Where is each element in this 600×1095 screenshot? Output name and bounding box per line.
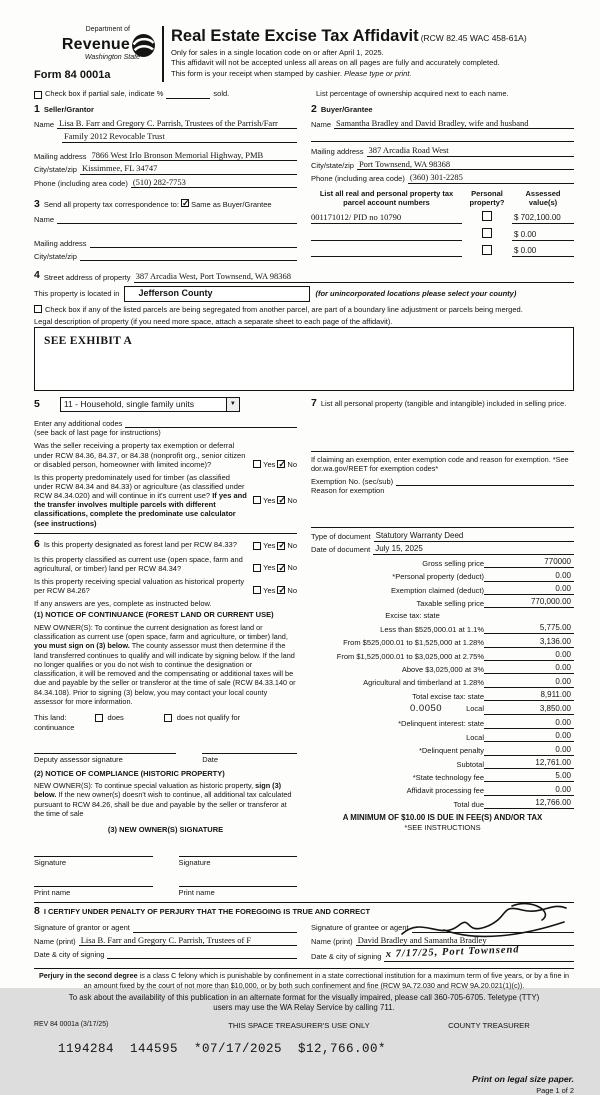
buyer-mailing-label: Mailing address <box>311 147 364 157</box>
q2-yes-checkbox[interactable] <box>253 496 261 504</box>
additional-codes-note: (see back of last page for instructions) <box>34 428 161 438</box>
tier1-label: Less than $525,000.01 at 1.1% <box>380 624 484 634</box>
corr-csz-label: City/state/zip <box>34 252 77 262</box>
certify-heading: 8 I CERTIFY UNDER PENALTY OF PERJURY THAT THE FOREGOING IS TRUE AND CORRECT <box>34 905 371 918</box>
seller-name-field[interactable]: Lisa B. Farr and Gregory C. Parrish, Trustees of the Parrish/Farr <box>57 119 297 130</box>
tier4-label: Above $3,025,000 at 3% <box>401 664 484 674</box>
parcel-number-field[interactable] <box>311 231 462 241</box>
partial-sold-label: sold. <box>213 89 230 99</box>
deputy-date-field[interactable] <box>202 745 297 754</box>
s6q2-yes-checkbox[interactable] <box>253 564 261 572</box>
parcel-row <box>311 211 574 223</box>
type-of-document-field[interactable]: Statutory Warranty Deed <box>374 532 574 542</box>
assessed-value-field[interactable]: $ 0.00 <box>512 246 574 257</box>
minimum-due-note: A MINIMUM OF $10.00 IS DUE IN FEE(S) AND/OR TAX <box>342 813 543 823</box>
exemption-claimed-label: Exemption claimed (deduct) <box>391 585 484 595</box>
corr-mailing-field[interactable] <box>90 238 297 248</box>
seller-name-field-2[interactable]: Family 2012 Revocable Trust <box>62 132 297 143</box>
page-number: Page 1 of 2 <box>536 1085 574 1095</box>
current-use-question: Is this property classified as current use (open space, farm and agricultural, or timber) land per RCW 84.34? Yes ✓ No <box>34 555 297 573</box>
taxable-selling-price-label: Taxable selling price <box>416 598 484 608</box>
partial-sale-checkbox[interactable] <box>34 91 42 99</box>
grantor-print-name-field[interactable]: Lisa B. Farr and Gregory C. Parrish, Trustees of F <box>79 936 297 947</box>
grantor-date-label: Date & city of signing <box>34 949 105 959</box>
notice-2-title: (2) NOTICE OF COMPLIANCE (HISTORIC PROPERTY) <box>34 768 225 778</box>
divider <box>311 451 574 452</box>
seller-mailing-label: Mailing address <box>34 151 87 161</box>
header-note-3: This form is your receipt when stamped by cashier. Please type or print. <box>171 68 412 78</box>
delinquent-penalty-label: *Delinquent penalty <box>418 746 484 756</box>
treasurer-stamp: 1194284 144595 *07/17/2025 $12,766.00* <box>58 1042 387 1057</box>
grantee-date-label: Date & city of signing <box>311 952 382 962</box>
county-note: (for unincorporated locations please select your county) <box>315 289 517 299</box>
property-use-code-value: 11 - Household, single family units <box>63 399 195 410</box>
section-3-heading: 3 Send all property tax correspondence to: ✓ Same as Buyer/Grantee <box>34 198 297 211</box>
date-of-document-label: Date of document <box>311 545 371 555</box>
grantor-print-name-label: Name (print) <box>34 936 76 946</box>
seller-mailing-field[interactable]: 7866 West Irlo Bronson Memorial Highway, PMB <box>90 151 297 162</box>
corr-name-field[interactable] <box>57 214 297 224</box>
parcel-row <box>311 245 574 257</box>
state-technology-fee-value[interactable]: 5.00 <box>484 771 574 782</box>
local-rate-value: 0.0050 <box>410 703 443 715</box>
section-divider <box>34 533 297 534</box>
parcel-number-field[interactable]: 001171012/ PID no 10790 <box>311 212 462 224</box>
affidavit-processing-fee-value[interactable]: 0.00 <box>484 785 574 796</box>
land-qualify-row: This land: does does not qualify for <box>34 713 241 723</box>
assessed-value-field[interactable]: $ 0.00 <box>512 230 574 241</box>
total-due-label: Total due <box>453 799 484 809</box>
notice-1-body: NEW OWNER(S): To continue the current designation as forest land or classification as current use (open space, farm and agriculture, or timber) land, you must sign on (3) below. The county assessor must then determine if the land transferred continues to qualify and will indicate by signing below. If the land no longer qualifies or you do not wish to continue the designation or classification, it will be removed and the compensating or additional taxes will be due and payable by the seller or transferor at the time of sale (RCW 84.33.140 or 84.34.108). Prior to signing (3) below, you may contact your local county assessor for more information. <box>34 622 296 706</box>
subtotal-value[interactable]: 12,761.00 <box>484 758 574 769</box>
delinquent-interest-label: *Delinquent interest: state <box>398 719 484 729</box>
personal-property-deduct-label: *Personal property (deduct) <box>392 572 484 582</box>
form-number: Form 84 0001a <box>34 68 111 81</box>
notice-1-title: (1) NOTICE OF CONTINUANCE (FOREST LAND OR CURRENT USE) <box>34 610 274 620</box>
parcel-col-header: List all real and personal property tax parcel account numbers <box>319 188 454 207</box>
section-1-heading: 1 Seller/Grantor <box>34 102 94 115</box>
header-divider <box>162 26 164 82</box>
washington-state-text: Washington State <box>84 53 140 61</box>
additional-codes-field[interactable] <box>125 418 297 428</box>
deputy-date-label: Date <box>202 755 219 765</box>
s6q1-no-checkbox[interactable] <box>277 542 285 550</box>
subtotal-label: Subtotal <box>456 759 484 769</box>
personal-property-blank-area[interactable] <box>311 410 574 446</box>
additional-codes-label: Enter any additional codes <box>34 418 123 428</box>
see-instructions-note: *SEE INSTRUCTIONS <box>404 822 481 832</box>
assessed-value-field[interactable]: $ 702,100.00 <box>512 213 574 224</box>
dropdown-arrow-icon[interactable]: ▼ <box>226 398 239 411</box>
grantee-print-name-field[interactable]: David Bradley and Samantha Bradley <box>356 936 574 947</box>
delinquent-interest-value[interactable]: 0.00 <box>484 718 574 729</box>
deputy-assessor-signature-field[interactable] <box>34 745 176 754</box>
type-of-document-label: Type of document <box>311 532 371 542</box>
personal-property-checkbox-3[interactable] <box>482 245 492 255</box>
new-owner-signature-field-1[interactable] <box>34 848 153 857</box>
segregated-checkbox[interactable] <box>34 305 42 313</box>
forest-land-question: 6 Is this property designated as forest land per RCW 84.33? Yes ✓ No <box>34 538 297 551</box>
agricultural-label: Agricultural and timberland at 1.28% <box>363 678 484 688</box>
local-label: Local <box>466 704 484 714</box>
affidavit-processing-fee-label: Affidavit processing fee <box>406 786 484 796</box>
does-not-checkbox[interactable] <box>164 714 172 722</box>
parcel-row <box>311 228 574 240</box>
if-yes-note: If any answers are yes, complete as instructed below. <box>34 599 212 609</box>
partial-sale-label: Check box if partial sale, indicate % <box>45 89 164 99</box>
print-legal-size-note: Print on legal size paper. <box>472 1073 574 1084</box>
buyer-name-label: Name <box>311 119 332 129</box>
seller-exemption-question: Was the seller receiving a property tax exemption or deferral under RCW 84.36, 84.37, or 84.38 (nonprofit org., senior citizen or disabled person, homeowner with limited income)? Yes ✓ No <box>34 441 297 468</box>
corr-mailing-label: Mailing address <box>34 239 87 249</box>
seller-phone-label: Phone (including area code) <box>34 178 128 188</box>
delinquent-local-label: Local <box>466 732 484 742</box>
county-treasurer-label: COUNTY TREASURER <box>448 1020 530 1030</box>
gross-selling-price-label: Gross selling price <box>422 558 484 568</box>
seller-csz-field[interactable]: Kissimmee, FL 34747 <box>80 164 297 175</box>
form-title-rcw: (RCW 82.45 WAC 458-61A) <box>420 33 527 43</box>
grantee-print-name-label: Name (print) <box>311 936 353 946</box>
grantor-signature-label: Signature of grantor or agent <box>34 923 130 933</box>
buyer-phone-field[interactable]: (360) 301-2285 <box>408 173 574 184</box>
local-tax-value[interactable]: 3,850.00 <box>484 704 574 715</box>
personal-property-checkbox-1[interactable] <box>482 211 492 221</box>
s6q2-no-checkbox[interactable] <box>277 564 285 572</box>
grantor-date-field[interactable] <box>107 949 297 959</box>
same-as-buyer-checkbox[interactable] <box>181 199 189 207</box>
s6q3-no-checkbox[interactable] <box>277 586 285 594</box>
q1-yes-checkbox[interactable] <box>253 460 261 468</box>
buyer-csz-label: City/state/zip <box>311 160 354 170</box>
revision-number: REV 84 0001a (3/17/25) <box>34 1020 109 1028</box>
tier4-value[interactable]: 0.00 <box>484 663 574 674</box>
exemption-claimed-value[interactable]: 0.00 <box>484 584 574 595</box>
taxable-selling-price-value[interactable]: 770,000.00 <box>484 597 574 608</box>
deputy-assessor-label: Deputy assessor signature <box>34 755 123 765</box>
buyer-csz-field[interactable]: Port Townsend, WA 98368 <box>357 160 574 171</box>
tier2-label: From $525,000.01 to $1,525,000 at 1.28% <box>343 638 484 648</box>
s6q1-yes-checkbox[interactable] <box>253 542 261 550</box>
reason-blank-area[interactable] <box>311 496 574 522</box>
state-technology-fee-label: *State technology fee <box>412 772 484 782</box>
header-note-1: Only for sales in a single location code on or after April 1, 2025. <box>171 47 384 57</box>
perjury-notice: Perjury in the second degree is a class C felony which is punishable by confinement in a state correctional institution for a maximum term of five years, or by a fine in an amount fixed by the court of not more than $10,000, or by both such confinement and fine (RCW 9A.72.030 and RCW 9A.20.021(1)(c)). <box>34 968 574 990</box>
exemption-no-label: Exemption No. (sec/sub) <box>311 477 394 487</box>
buyer-mailing-field[interactable]: 387 Arcadia Road West <box>367 146 574 157</box>
tier2-value[interactable]: 3,136.00 <box>484 637 574 648</box>
form-header <box>34 26 574 82</box>
date-of-document-field[interactable]: July 15, 2025 <box>373 545 574 555</box>
buyer-name-field-2[interactable] <box>311 132 574 142</box>
revenue-wordmark: Revenue <box>61 36 130 54</box>
gross-selling-price-value[interactable]: 770000 <box>484 557 574 568</box>
section-5-number: 5 <box>34 398 40 411</box>
assessed-value-col-header: Assessed value(s) <box>525 188 561 207</box>
delinquent-local-value[interactable]: 0.00 <box>484 731 574 742</box>
county-select[interactable]: Jefferson County <box>124 286 310 302</box>
corr-csz-field[interactable] <box>80 251 297 261</box>
legal-description-box[interactable] <box>34 327 574 391</box>
total-excise-state-label: Total excise tax: state <box>412 691 484 701</box>
tier3-label: From $1,525,000.01 to $3,025,000 at 2.75% <box>336 651 484 661</box>
section-7-heading: 7 List all personal property (tangible and intangible) included in selling price. <box>311 397 567 410</box>
seller-name-label: Name <box>34 119 55 129</box>
grantor-signature-field[interactable] <box>133 923 297 933</box>
s6q3-yes-checkbox[interactable] <box>253 586 261 594</box>
seller-csz-label: City/state/zip <box>34 165 77 175</box>
timber-agriculture-question: Is this property predominately used for timber (as classified under RCW 84.34 and 84.33) or agriculture (as classified under RCW 84.34.020) and will continue in it's current use? If yes and the transfer involves multiple parcels with different classifications, complete the predominate use calculator (see instructions) Yes ✓ No <box>34 473 297 528</box>
notice-2-body: NEW OWNER(S): To continue special valuation as historic property, sign (3) below. If the new owner(s) doesn't wish to continue, all additional tax calculated pursuant to RCW 84.26, shall be due and payable by the seller or transferor at the time of sale <box>34 781 292 819</box>
buyer-phone-label: Phone (including area code) <box>311 174 405 184</box>
corr-name-label: Name <box>34 215 55 225</box>
department-of-text: Department of <box>85 26 130 33</box>
new-owner-print-name-field-2[interactable] <box>179 878 298 887</box>
located-in-label: This property is located in <box>34 289 120 299</box>
personal-property-col-header: Personal property? <box>469 188 505 207</box>
parcel-number-field[interactable] <box>311 247 462 257</box>
partial-percent-field[interactable] <box>166 90 210 99</box>
agricultural-value[interactable]: 0.00 <box>484 677 574 688</box>
q1-no-checkbox[interactable] <box>277 460 285 468</box>
delinquent-penalty-value[interactable]: 0.00 <box>484 745 574 756</box>
does-checkbox[interactable] <box>95 714 103 722</box>
exemption-no-field[interactable] <box>396 476 574 486</box>
legal-description-label: Legal description of property (if you need more space, attach a separate sheet to each page of the affidavit). <box>34 316 393 326</box>
new-owner-signature-title: (3) NEW OWNER(S) SIGNATURE <box>107 825 224 835</box>
legal-description-value: SEE EXHIBIT A <box>44 335 133 348</box>
continuance-label: continuance <box>34 722 75 732</box>
personal-property-deduct-value[interactable]: 0.00 <box>484 571 574 582</box>
personal-property-checkbox-2[interactable] <box>482 228 492 238</box>
parcel-table-header <box>311 189 574 207</box>
treasurer-use-label: THIS SPACE TREASURER'S USE ONLY <box>228 1020 370 1030</box>
dor-logo-block <box>34 26 156 82</box>
grantee-signature-field[interactable] <box>412 923 574 933</box>
section-2-heading: 2 Buyer/Grantee <box>311 102 373 115</box>
form-title: Real Estate Excise Tax Affidavit <box>171 27 419 45</box>
exemption-note: If claiming an exemption, enter exemption code and reason for exemption. *See dor.wa.gov/REET for exemption codes* <box>311 454 569 474</box>
property-use-code-select[interactable] <box>60 397 240 412</box>
new-owner-signature-field-2[interactable] <box>179 848 298 857</box>
divider <box>311 527 574 528</box>
segregated-label: Check box if any of the listed parcels are being segregated from another parcel, are part of a boundary line adjustment or parcels being merged. <box>45 305 523 315</box>
grantee-date-handwriting[interactable]: x 7/17/25, Port Townsend <box>386 944 521 961</box>
excise-tax-state-heading: Excise tax: state <box>385 611 440 621</box>
affidavit-page: Department of Revenue Washington State Form 84 0001a Real Estate Excise Tax Affidavit (RCW 82.45 WAC 458-61A) Only for sales in a single location code on or after April 1, 2025. This affidavit will not be accepted unless all areas on all pages are fully and accurately completed. This form is your receipt when stamped by cashier. Please type or print. Check box if partial sale, indicate % sold. List percentage of ownership acquired next to each name. 1 Seller/Grantor Name Lisa B. Farr and Gregory C. Parrish, Trustees of the Parrish/Farr Family 2012 Revocable Trust Mailing address 7866 West Irlo Bronson Memorial Highway, PMB City/state/zip Kissimmee, FL 34747 Phone (including area code) (510) 282-7753 3 Send all property tax correspondence to: ✓ Same as Buyer/Grantee Name Mailing address City/state/zip 2 Buyer/Grantee Name Samantha Bradley and David Bradley, wife and husband Mailing address 387 Arcadia Road West City/state/zip Port Townsend, WA 98368 Phone (including area code) (360) 301-2285 List all real and personal property tax parcel account numbers Personal property? Assessed value(s) 001171012/ PID no 10790 $ 702,100.00 $ 0.00 $ 0.00 4 Street address of property 387 Arcadia West, Port Townsend, WA 98368 This property is located in Jefferson County (for unincorporated locations please select your county) Check box if any of the listed parcels are being segregated from another parcel, are part of a boundary line adjustment or parcels being merged. Legal description of property (if you need more space, attach a separate sheet to each page of the affidavit). SEE EXHIBIT A 5 11 - Household, single family units ▼ Enter any additional codes (see back of last page for instructions) Was the seller receiving a property tax exemption or deferral under RCW 84.36, 84.37, or 84.38 (nonprofit org., senior citizen or disabled person, homeowner with limited income)? Yes ✓ No Is this property predominately used for timber (as classified under RCW 84.34 and 84.33) or agriculture (as classified under RCW 84.34.020) and will continue in it's current use? If yes and the transfer involves multiple parcels with different classifications, complete the predominate use calculator (see instructions) Yes ✓ No 6 Is this property designated as forest land per RCW 84.33? Yes ✓ No Is this property classified as current use (open space, farm and agricultural, or timber) land per RCW 84.34? Yes ✓ No Is this property receiving special valuation as historical property per RCW 84.26? Yes ✓ No If any answers are yes, complete as instructed below. (1) NOTICE OF CONTINUANCE (FOREST LAND OR CURRENT USE) NEW OWNER(S): To continue the current designation as forest land or classification as current use (open space, farm and agriculture, or timber) land, you must sign on (3) below. The county assessor must then determine if the land transferred continues to qualify and will indicate by signing below. If the land no longer qualifies or you do not wish to continue the designation or classification, it will be removed and the compensating or additional taxes will be due and payable by the seller or transferor at the time of sale (RCW 84.33.140 or 84.34.108). Prior to signing (3) below, you may contact your local county assessor for more information. This land: does does not qualify for continuance Deputy assessor signature Date (2) NOTICE OF COMPLIANCE (HISTORIC PROPERTY) NEW OWNER(S): To continue special valuation as historic property, sign (3) below. If the new owner(s) doesn't wish to continue, all additional tax calculated pursuant to RCW 84.26, shall be due and payable by the seller or transferor at the time of sale (3) NEW OWNER(S) SIGNATURE Signature Signature Print name Print name 7 List all personal property (tangible and intangible) included in selling price. If claiming an exemption, enter exemption code and reason for exemption. *See dor.wa.gov/REET for exemption codes* Exemption No. (sec/sub) Reason for exemption Type of document Statutory Warranty Deed Date of document July 15, 2025 Gross selling price 770000 *Personal property (deduct) 0.00 Exemption claimed (deduct) 0.00 Taxable selling price 770,000.00 Excise tax: state Less than $525,000.01 at 1.1% 5,775.00 From $525,000.01 to $1,525,000 at 1.28% 3,136.00 From $1,525,000.01 to $3,025,000 at 2.75% 0.00 Above $3,025,000 at 3% 0.00 Agricultural and timberland at 1.28% 0.00 Total excise tax: state 8,911.00 0.0050 Local 3,850.00 *Delinquent interest: state 0.00 Local 0.00 *Delinquent penalty 0.00 Subtotal 12,761.00 *State technology fee 5.00 Affidavit processing fee 0.00 Total due 12,766.00 A MINIMUM OF $10.00 IS DUE IN FEE(S) AND/OR TAX *SEE INSTRUCTIONS 8 I CERTIFY UNDER PENALTY OF PERJURY THAT THE FOREGOING IS TRUE AND CORRECT Signature of grantor or agent Name (print) Lisa B. Farr and Gregory C. Parrish, Trustees of F Date & city of signing Signature of grantee or agent Name (print) David Bradley and Samantha Bradley Date & city of signing x 7/17/25, Port Townsend Perjury in the second degree is a class C felony which is punishable by confinement in a state correctional institution for a maximum term of five years, or by a fine in an amount fixed by the court of not more than $10,000, or by both such confinement and fine (RCW 9A.72.030 and RCW 9A.20.021(1)(c)). To ask about the availability of this publication in an alternate format for the visually impaired, please call 360-705-6705. Teletype (TTY) users may use the WA Relay Service by calling 711. REV 84 0001a (3/17/25) THIS SPACE TREASURER'S USE ONLY COUNTY TREASURER 1194284 144595 *07/17/2025 $12,766.00* Print on legal size paper. Page 1 of 2 <box>0 0 600 988</box>
historical-property-question: Is this property receiving special valuation as historical property per RCW 84.26? Yes ✓ No <box>34 577 297 595</box>
new-owner-print-name-field-1[interactable] <box>34 878 153 887</box>
grantee-signature-label: Signature of grantee or agent <box>311 923 409 933</box>
tier1-value[interactable]: 5,775.00 <box>484 623 574 634</box>
ownership-percentage-note: List percentage of ownership acquired next to each name. <box>316 89 509 99</box>
seller-phone-field[interactable]: (510) 282-7753 <box>131 178 297 189</box>
header-note-2: This affidavit will not be accepted unless all areas on all pages are fully and accurately completed. <box>171 58 500 68</box>
street-address-label: Street address of property <box>43 273 131 283</box>
alternate-format-note: To ask about the availability of this publication in an alternate format for the visually impaired, please call 360-705-6705. Teletype (TTY) users may use the WA Relay Service by calling 711. <box>68 993 540 1013</box>
total-excise-state-value[interactable]: 8,911.00 <box>484 690 574 701</box>
buyer-name-field[interactable]: Samantha Bradley and David Bradley, wife and husband <box>334 119 574 130</box>
total-due-value[interactable]: 12,766.00 <box>484 798 574 809</box>
section-4-number: 4 <box>34 269 40 282</box>
street-address-field[interactable]: 387 Arcadia West, Port Townsend, WA 98368 <box>134 272 574 283</box>
tier3-value[interactable]: 0.00 <box>484 650 574 661</box>
q2-no-checkbox[interactable] <box>277 496 285 504</box>
reason-for-exemption-label: Reason for exemption <box>311 486 385 496</box>
